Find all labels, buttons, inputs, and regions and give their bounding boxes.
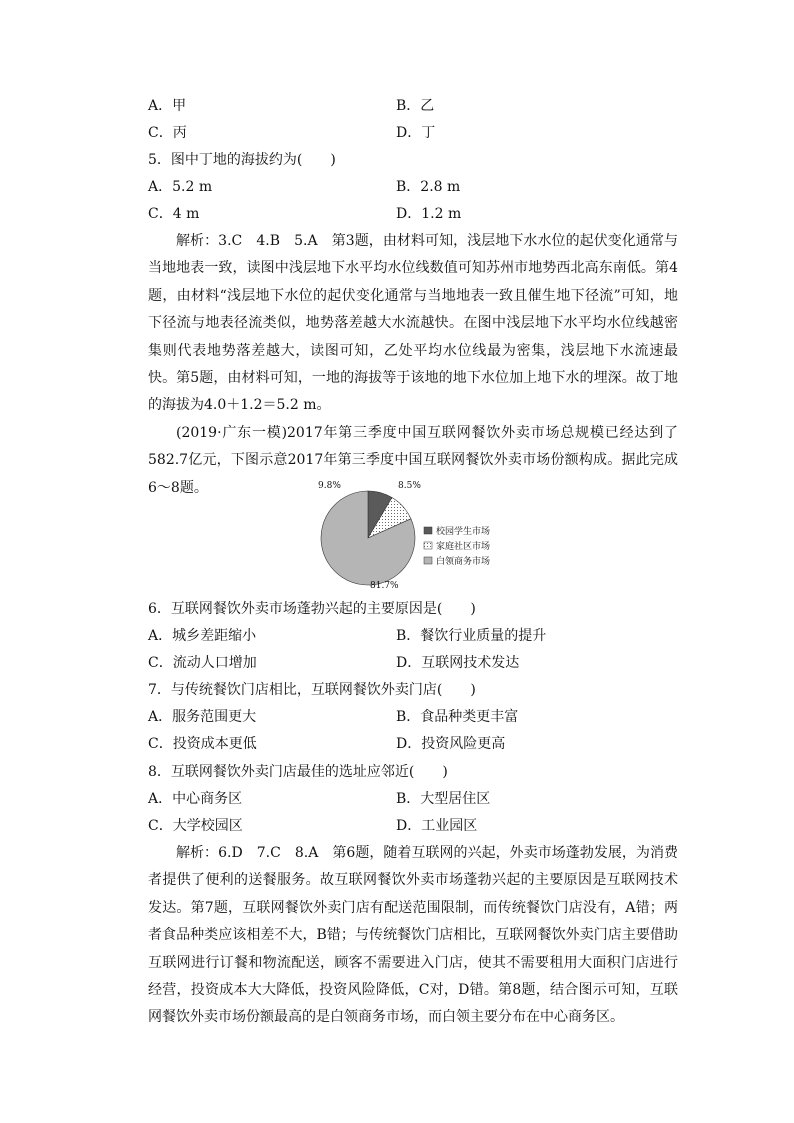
q4-option-d: D．丁 bbox=[396, 125, 436, 141]
q5-option-d: D．1.2 m bbox=[396, 206, 462, 222]
pie-label-school: 8.5% bbox=[398, 481, 421, 491]
q8-option-a: A．中心商务区 bbox=[148, 791, 243, 807]
q7-option-a: A．服务范围更大 bbox=[148, 709, 257, 725]
q6-stem: 6．互联网餐饮外卖市场蓬勃兴起的主要原因是( ) bbox=[148, 601, 476, 617]
q8-option-c: C．大学校园区 bbox=[148, 818, 243, 834]
legend-swatch-office bbox=[424, 557, 432, 564]
q5-stem: 5．图中丁地的海拔约为( ) bbox=[148, 152, 336, 168]
q7-option-d: D．投资风险更高 bbox=[396, 736, 506, 752]
market-share-pie-chart bbox=[300, 476, 520, 588]
q5-option-c: C．4 m bbox=[148, 206, 200, 222]
q8-option-d: D．工业园区 bbox=[396, 818, 478, 834]
legend-label-school: 校园学生市场 bbox=[436, 527, 491, 537]
q8-stem: 8．互联网餐饮外卖门店最佳的选址应邻近( ) bbox=[148, 764, 448, 780]
legend-swatch-school bbox=[424, 527, 432, 534]
q5-option-b: B．2.8 m bbox=[396, 179, 461, 195]
q4-option-b: B．乙 bbox=[396, 98, 435, 114]
legend-label-office: 白领商务市场 bbox=[436, 557, 491, 567]
pie-label-family: 9.8% bbox=[318, 481, 341, 491]
legend-swatch-family bbox=[424, 542, 432, 549]
intro-6-8: (2019·广东一模)2017年第三季度中国互联网餐饮外卖市场总规模已经达到了582.7亿元，下图示意2017年第三季度中国互联网餐饮外卖市场份额构成。据此完成6～8题。 bbox=[148, 425, 678, 496]
q6-option-d: D．互联网技术发达 bbox=[396, 655, 520, 671]
q6-option-b: B．餐饮行业质量的提升 bbox=[396, 628, 547, 644]
q8-option-b: B．大型居住区 bbox=[396, 791, 491, 807]
q4-option-c: C．丙 bbox=[148, 125, 187, 141]
q7-option-b: B．食品种类更丰富 bbox=[396, 709, 519, 725]
q5-option-a: A．5.2 m bbox=[148, 179, 213, 195]
analysis-6-8: 解析：6.D 7.C 8.A 第6题，随着互联网的兴起，外卖市场蓬勃发展，为消费者提供了便利的送餐服务。故互联网餐饮外卖市场蓬勃兴起的主要原因是互联网技术发达。第7题，互联网餐饮外卖门店有配送范围限制，而传统餐饮门店没有，A错；两者食品种类应该相差不大，B错；与传统餐饮门店相比，互联网餐饮外卖门店主要借助互联网进行订餐和物流配送，顾客不需要进入门店，使其不需要租用大面积门店进行经营，投资成本大大降低，投资风险降低，C对，D错。第8题，结合图示可知，互联网餐饮外卖市场份额最高的是白领商务市场，而白领主要分布在中心商务区。 bbox=[148, 845, 678, 1026]
pie-label-office: 81.7% bbox=[370, 581, 399, 588]
q4-option-a: A．甲 bbox=[148, 98, 187, 114]
legend-label-family: 家庭社区市场 bbox=[436, 542, 491, 552]
analysis-3-5: 解析：3.C 4.B 5.A 第3题，由材料可知，浅层地下水水位的起伏变化通常与当地地表一致，读图中浅层地下水平均水位线数值可知苏州市地势西北高东南低。第4题，由材料“浅层地下水位的起伏变化通常与当地地表一致且催生地下径流”可知，地下径流与地表径流类似，地势落差越大水流越快。在图中浅层地下水平均水位线越密集则代表地势落差越大，读图可知，乙处平均水位线最为密集，浅层地下水流速最快。第5题，由材料可知，一地的海拔等于该地的地下水位加上地下水的埋深。故丁地的海拔为4.0＋1.2＝5.2 m。 bbox=[148, 233, 678, 414]
q7-option-c: C．投资成本更低 bbox=[148, 736, 257, 752]
q6-option-c: C．流动人口增加 bbox=[148, 655, 257, 671]
q7-stem: 7．与传统餐饮门店相比，互联网餐饮外卖门店( ) bbox=[148, 682, 476, 698]
q6-option-a: A．城乡差距缩小 bbox=[148, 628, 257, 644]
